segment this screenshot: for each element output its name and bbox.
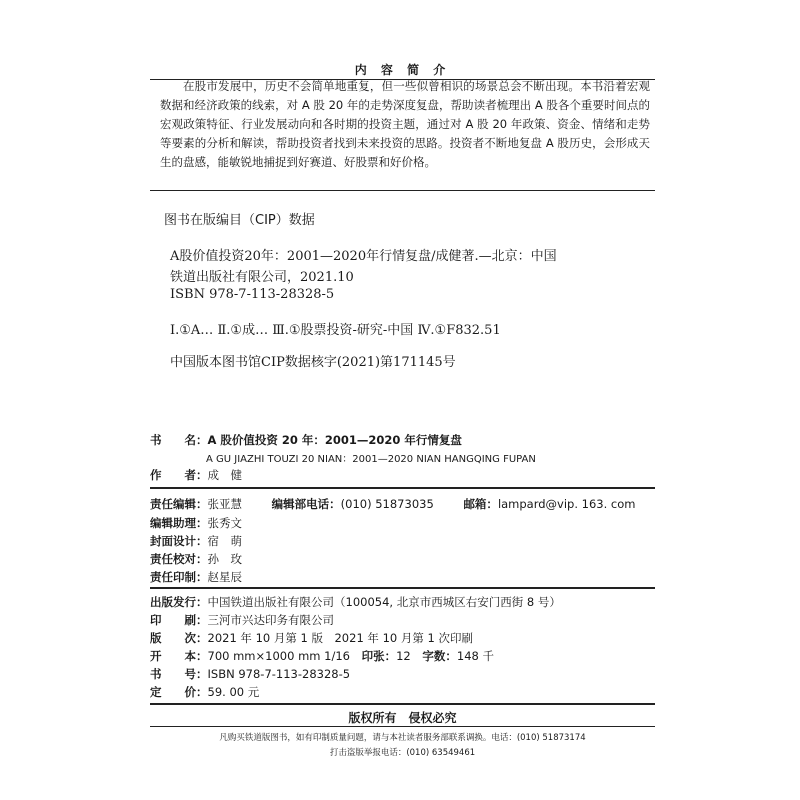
publisher-row: [150, 594, 561, 610]
book-title-row: [150, 432, 462, 448]
editors-divider: [150, 587, 655, 589]
print-supervisor-label: 责任印制：: [150, 570, 208, 584]
sheets-label: 印张：: [361, 649, 397, 663]
editor-label: 责任编辑：: [150, 497, 208, 511]
format-label: 开 本：: [150, 649, 208, 663]
edition-label: 版 次：: [150, 631, 208, 645]
price-row: [150, 684, 259, 700]
print-supervisor-name: 赵星辰: [207, 570, 242, 584]
format-row: [150, 648, 494, 664]
cip-verification: 中国版本图书馆CIP数据核字(2021)第171145号: [170, 355, 456, 370]
assistant-label: 编辑助理：: [150, 516, 208, 530]
proofreader-name: 孙 玫: [207, 552, 242, 566]
isbn: ISBN 978-7-113-28328-5: [207, 667, 351, 681]
printer-label: 印 刷：: [150, 613, 208, 627]
cip-heading: 图书在版编目（CIP）数据: [164, 213, 315, 228]
words-label: 字数：: [422, 649, 457, 663]
author-name: 成 健: [207, 468, 242, 482]
print-supervisor-row: [150, 569, 242, 585]
copyright-divider: [150, 726, 655, 727]
book-title-label: 书 名：: [150, 433, 208, 447]
edition-row: [150, 630, 473, 646]
words: 148 千: [456, 649, 495, 663]
assistant-name: 张秀文: [207, 516, 242, 530]
publishing-divider: [150, 703, 655, 705]
cip-classification: Ⅰ.①A… Ⅱ.①成… Ⅲ.①股票投资-研究-中国 Ⅳ.①F832.51: [170, 323, 501, 338]
price-label: 定 价：: [150, 685, 208, 699]
book-pinyin: A GU JIAZHI TOUZI 20 NIAN：2001—2020 NIAN HANGQING FUPAN: [206, 454, 536, 465]
publisher: 中国铁道出版社有限公司（100054, 北京市西城区右安门西街 8 号）: [207, 595, 561, 609]
piracy-hotline: 打击盗版举报电话：(010) 63549461: [329, 748, 476, 758]
cip-record-line1: A股价值投资20年：2001—2020年行情复盘/成健著.—北京：中国: [170, 249, 557, 264]
publisher-label: 出版发行：: [150, 595, 208, 609]
book-title: A 股价值投资 20 年：2001—2020 年行情复盘: [207, 433, 462, 447]
cover-designer: 宿 萌: [207, 534, 242, 548]
cip-record-line2: 铁道出版社有限公司，2021.10: [170, 270, 354, 285]
editorial-email: lampard@vip. 163. com: [497, 497, 636, 511]
quality-notice: 凡购买铁道版图书，如有印制质量问题，请与本社读者服务部联系调换。电话：(010) 51873174: [219, 733, 586, 743]
editorial-phone: (010) 51873035: [340, 497, 434, 511]
isbn-row: [150, 666, 350, 682]
summary-title: 内 容 简 介: [354, 63, 451, 77]
author-row: [150, 467, 242, 483]
author-label: 作 者：: [150, 468, 208, 482]
summary-bottom-divider: [150, 190, 655, 191]
title-divider: [150, 487, 655, 489]
printer-row: [150, 612, 334, 628]
price: 59. 00 元: [207, 685, 260, 699]
assistant-row: [150, 515, 242, 531]
editor-row: [150, 496, 636, 512]
sheets: 12: [396, 649, 411, 663]
phone-label: 编辑部电话：: [271, 497, 341, 511]
copyright-notice: 版权所有 侵权必究: [348, 711, 457, 725]
cip-isbn: ISBN 978-7-113-28328-5: [170, 287, 335, 302]
email-label: 邮箱：: [463, 497, 498, 511]
proofreader-row: [150, 551, 242, 567]
format: 700 mm×1000 mm 1/16: [207, 649, 350, 663]
cover-design-label: 封面设计：: [150, 534, 208, 548]
printer: 三河市兴达印务有限公司: [207, 613, 334, 627]
editor-name: 张亚慧: [207, 497, 242, 511]
proofreader-label: 责任校对：: [150, 552, 208, 566]
isbn-label: 书 号：: [150, 667, 208, 681]
cover-design-row: [150, 533, 242, 549]
summary-body: 在股市发展中，历史不会简单地重复，但一些似曾相识的场景总会不断出现。本书沿着宏观数据和经济政策的线索，对 A 股 20 年的走势深度复盘，帮助读者梳理出 A 股各个重要时间点的宏观政策特征、行业发展动向和各时期的投资主题，通过对 A 股 20 年政策、资金、情绪和走势等要素的分析和解读，帮助投资者找到未来投资的思路。投资者不断地复盘 A 股历史，会形成天生的盘感，能敏锐地捕捉到好赛道、好股票和好价格。: [160, 79, 650, 169]
edition: 2021 年 10 月第 1 版 2021 年 10 月第 1 次印刷: [207, 631, 473, 645]
